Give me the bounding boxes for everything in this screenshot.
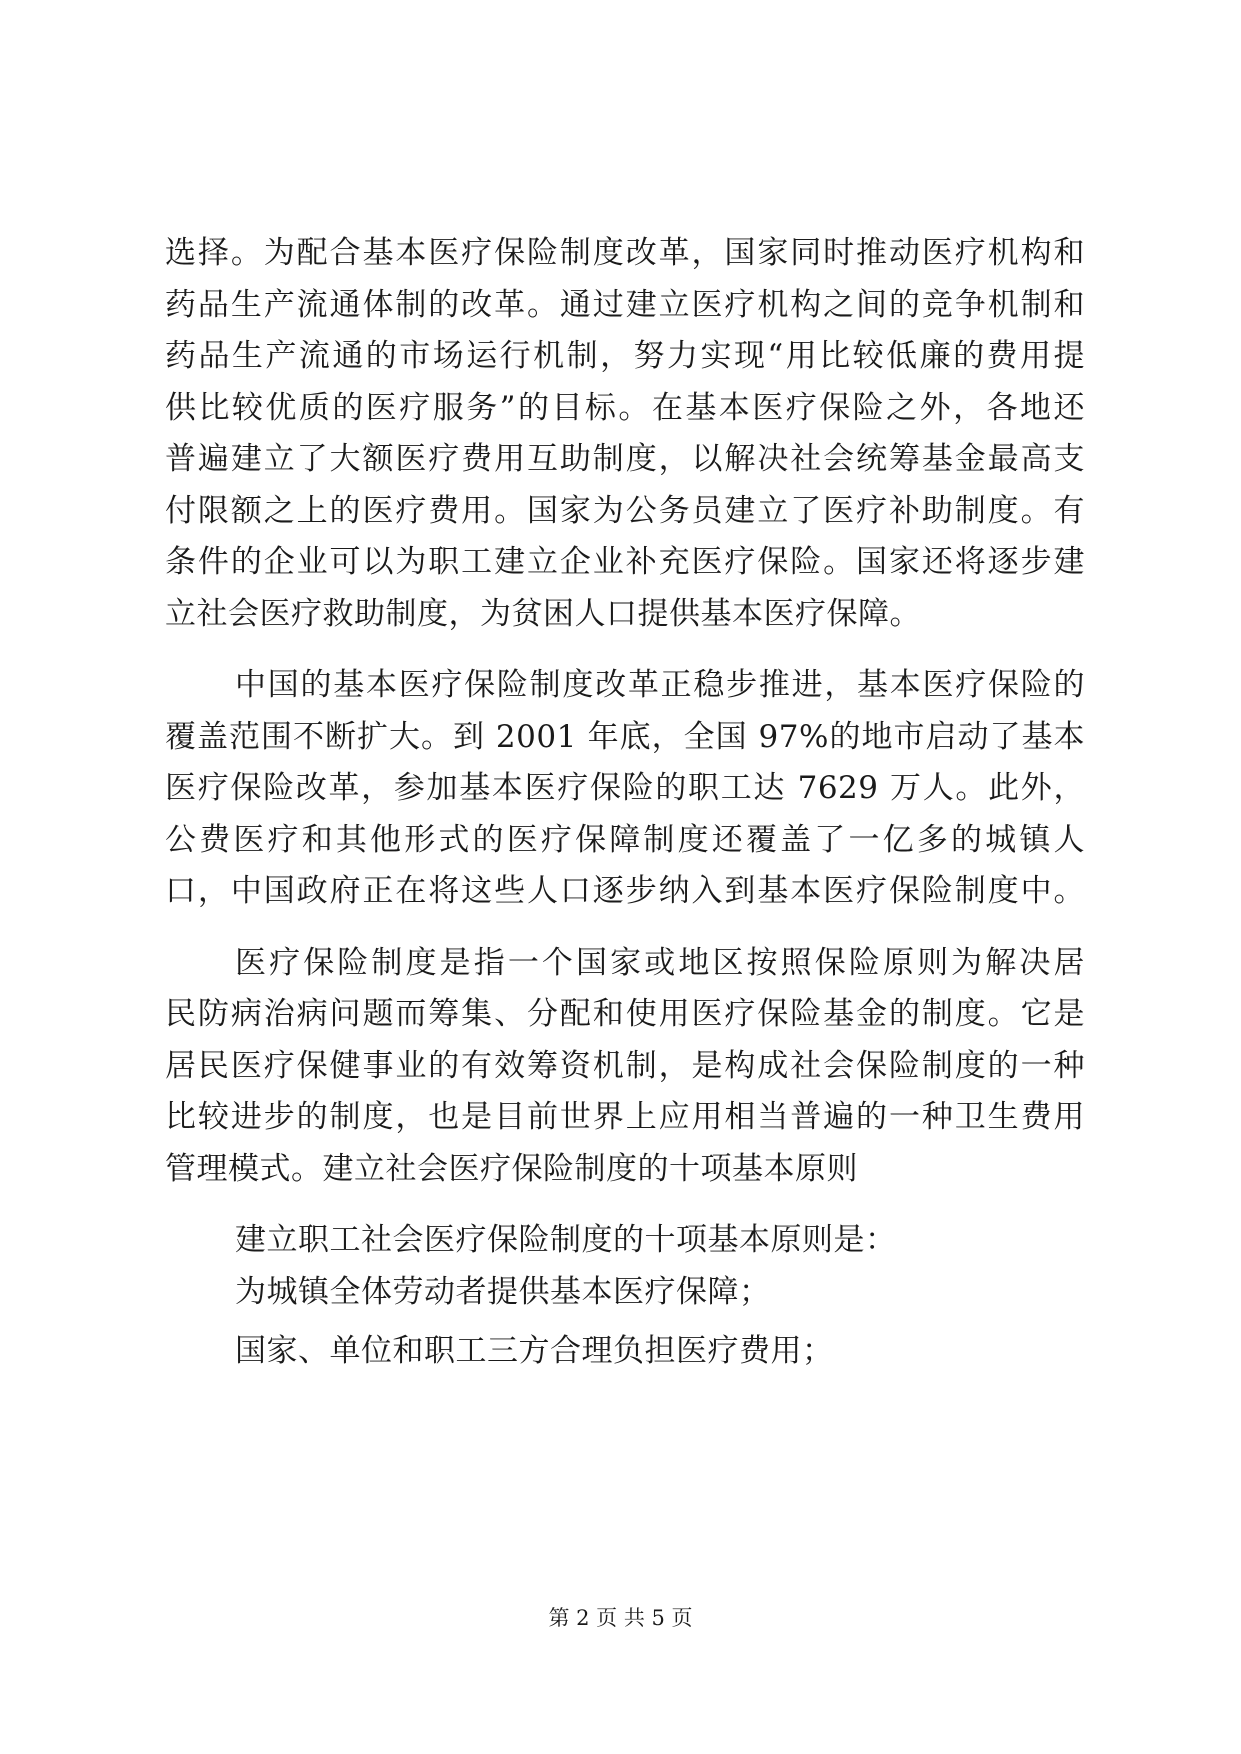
text-line: 为城镇全体劳动者提供基本医疗保障； — [235, 1273, 771, 1310]
text-line: 公费医疗和其他形式的医疗保障制度还覆盖了一亿多的城镇人 — [165, 821, 1085, 858]
page-number: 第 2 页 共 5 页 — [548, 1606, 693, 1630]
paragraph-5 — [165, 1267, 1085, 1319]
text-line: 口，中国政府正在将这些人口逐步纳入到基本医疗保险制度中。 — [165, 873, 1085, 909]
text-line: 药品生产流通的市场运行机制，努力实现“用比较低廉的费用提 — [165, 338, 1085, 374]
paragraph-6 — [165, 1326, 1085, 1378]
text-line: 付限额之上的医疗费用。国家为公务员建立了医疗补助制度。有 — [165, 492, 1085, 529]
text-line: 比较进步的制度，也是目前世界上应用相当普遍的一种卫生费用 — [165, 1099, 1085, 1135]
text-line: 覆盖范围不断扩大。到 2001 年底，全国 97%的地市启动了基本 — [165, 718, 1085, 755]
paragraph-3 — [165, 938, 1085, 1196]
text-line: 选择。为配合基本医疗保险制度改革，国家同时推动医疗机构和 — [165, 235, 1085, 271]
text-line: 医疗保险改革，参加基本医疗保险的职工达 7629 万人。此外， — [165, 770, 1085, 806]
text-line: 药品生产流通体制的改革。通过建立医疗机构之间的竞争机制和 — [165, 286, 1085, 323]
text-line: 建立职工社会医疗保险制度的十项基本原则是： — [235, 1222, 897, 1258]
text-line: 条件的企业可以为职工建立企业补充医疗保险。国家还将逐步建 — [165, 544, 1085, 580]
text-line: 居民医疗保健事业的有效筹资机制，是构成社会保险制度的一种 — [165, 1047, 1085, 1084]
paragraph-2 — [165, 660, 1085, 918]
text-line: 国家、单位和职工三方合理负担医疗费用； — [235, 1333, 834, 1369]
document-body — [165, 228, 1085, 1378]
text-line: 供比较优质的医疗服务”的目标。在基本医疗保险之外，各地还 — [165, 389, 1085, 426]
text-line: 民防病治病问题而筹集、分配和使用医疗保险基金的制度。它是 — [165, 996, 1085, 1032]
text-line: 普遍建立了大额医疗费用互助制度，以解决社会统筹基金最高支 — [165, 441, 1085, 477]
text-line: 医疗保险制度是指一个国家或地区按照保险原则为解决居 — [235, 944, 1085, 981]
text-line: 中国的基本医疗保险制度改革正稳步推进，基本医疗保险的 — [235, 667, 1085, 703]
text-line: 立社会医疗救助制度，为贫困人口提供基本医疗保障。 — [165, 595, 921, 632]
paragraph-1 — [165, 228, 1085, 640]
text-line: 管理模式。建立社会医疗保险制度的十项基本原则 — [165, 1150, 858, 1187]
page-footer — [0, 1603, 1241, 1633]
paragraph-4 — [165, 1215, 1085, 1267]
